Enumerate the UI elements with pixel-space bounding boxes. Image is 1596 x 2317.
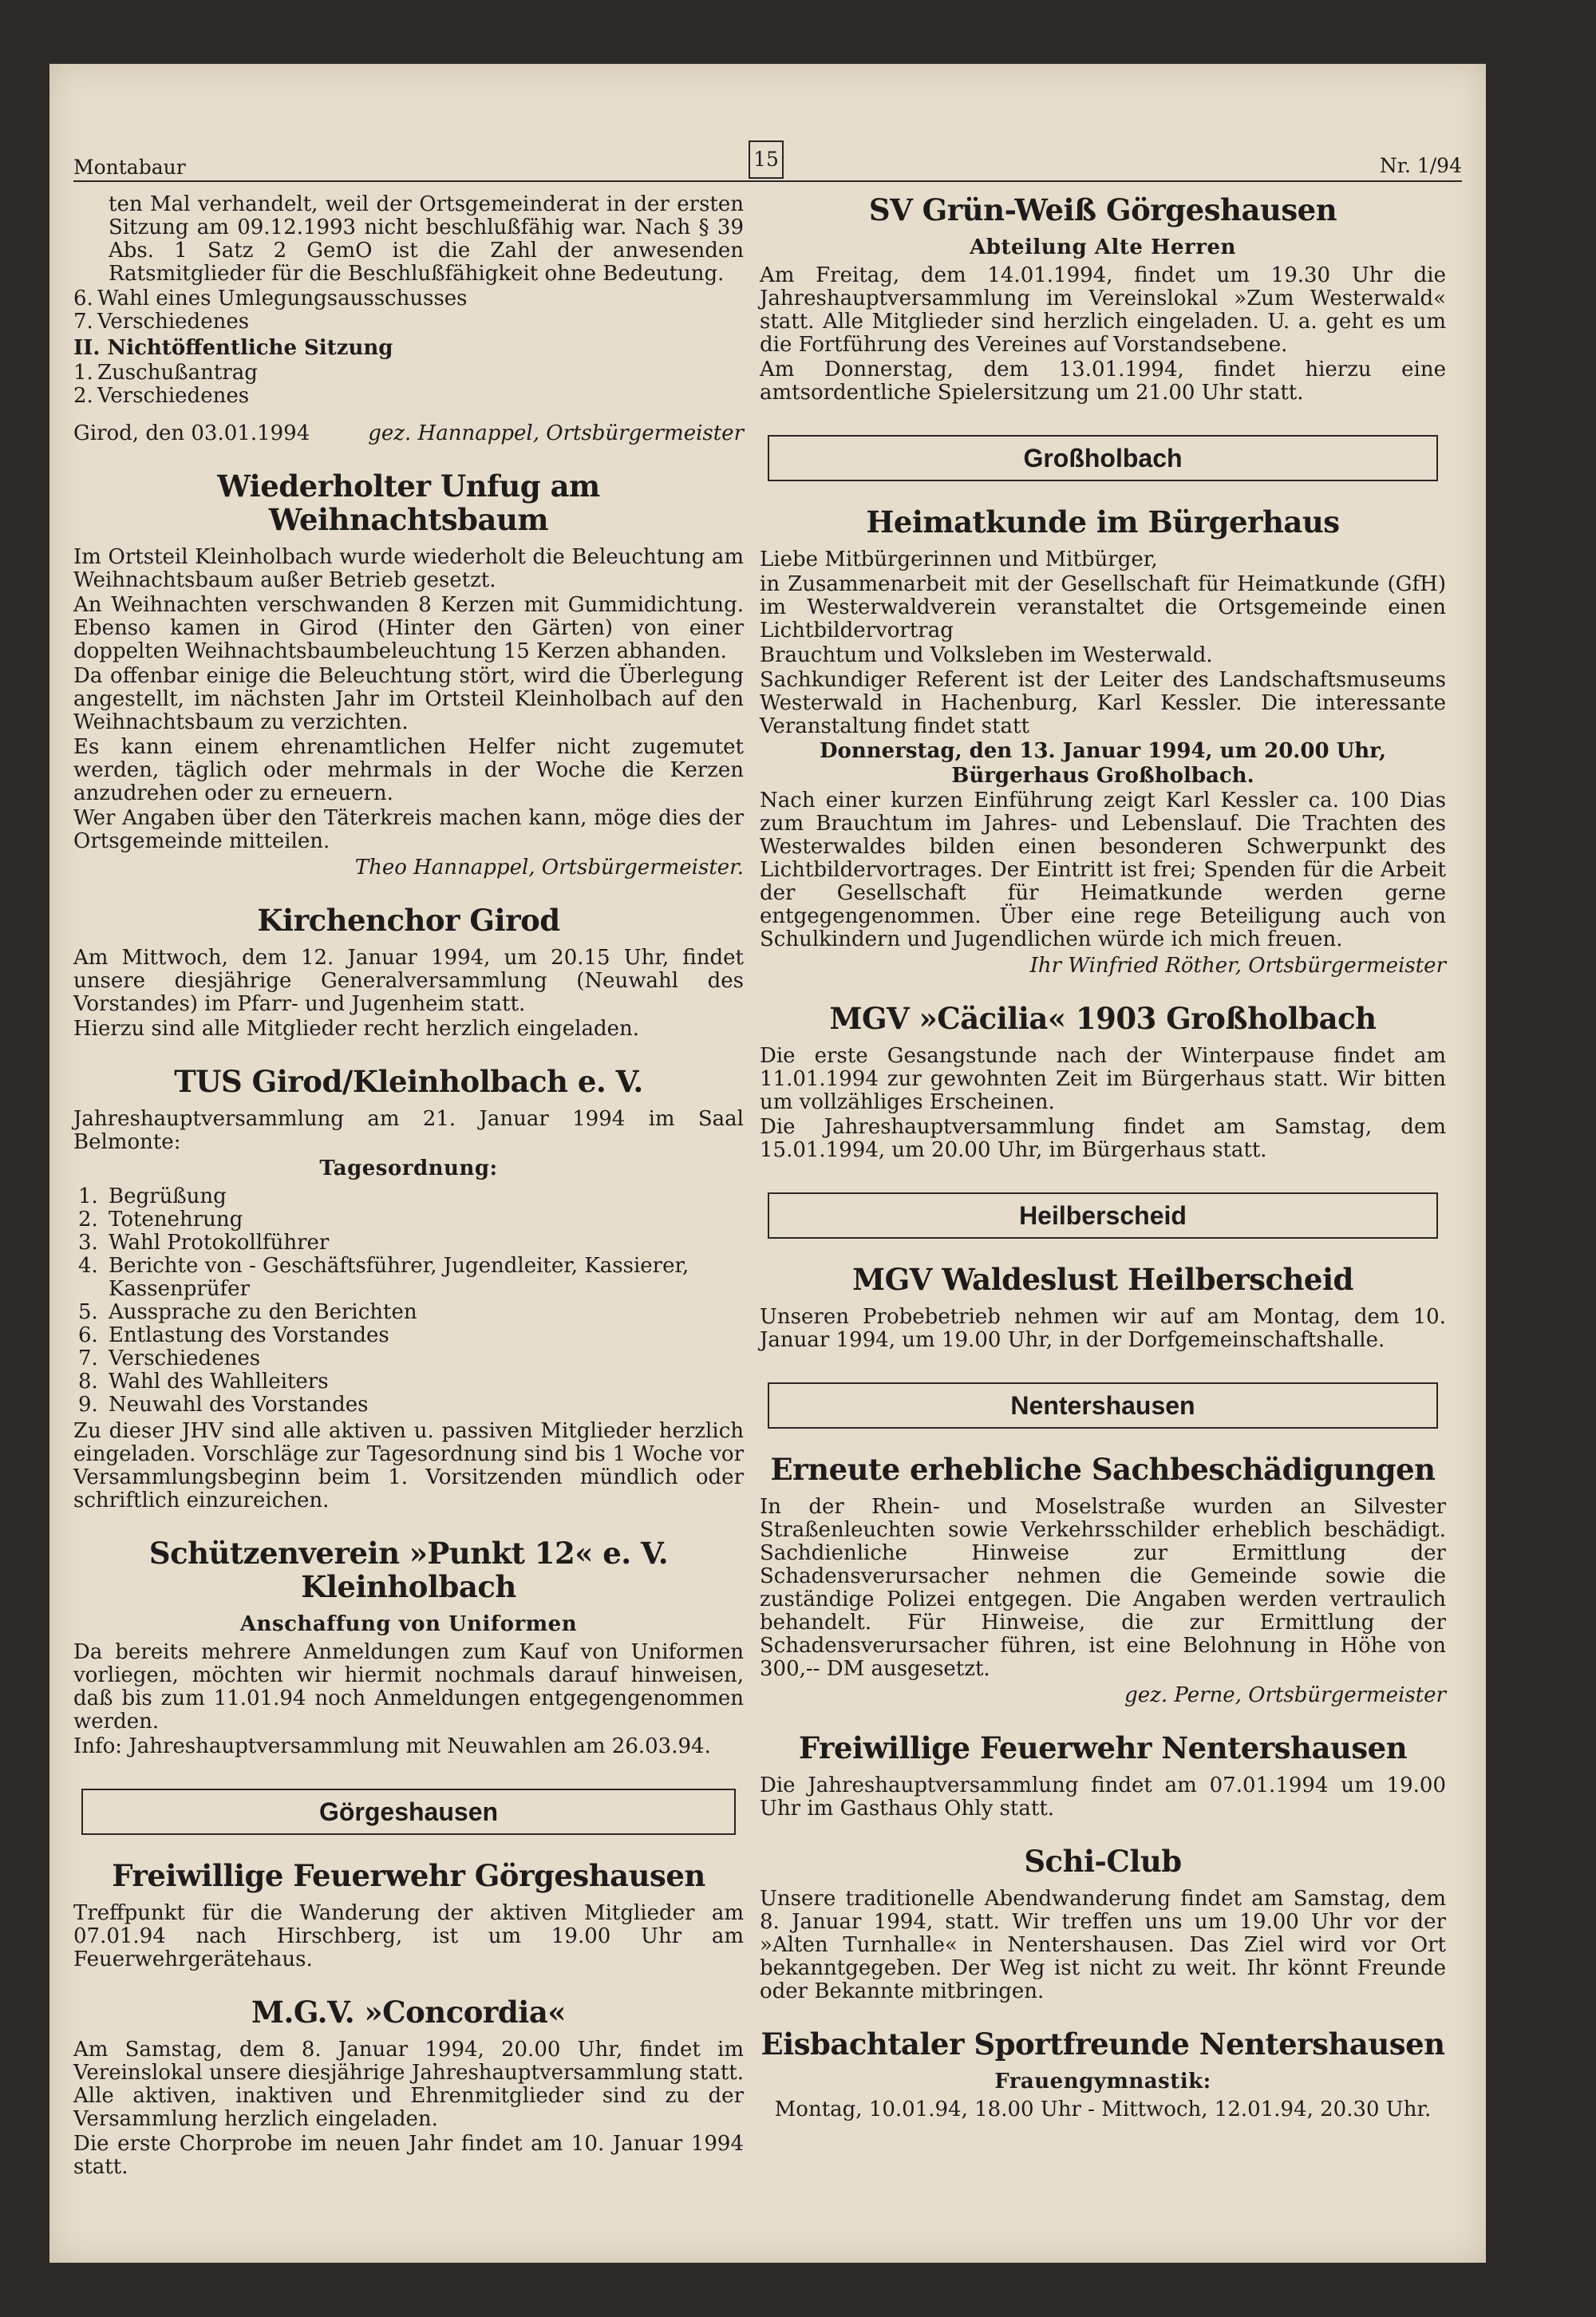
event-date: Donnerstag, den 13. Januar 1994, um 20.00 Uhr, (819, 739, 1387, 763)
list-item: 2. Totenehrung (78, 1208, 243, 1232)
paragraph: Liebe Mitbürgerinnen und Mitbürger, (760, 548, 1158, 571)
list-item: 9. Neuwahl des Vorstandes (78, 1393, 369, 1417)
article-title: Erneute erhebliche Sachbeschädigungen (770, 1452, 1436, 1487)
article-title: Freiwillige Feuerwehr Nentershausen (798, 1730, 1408, 1765)
article-title: Schützenverein »Punkt 12« e. V. Kleinholbach (148, 1536, 669, 1604)
paragraph: Die Jahreshauptversammlung findet am 07.01.1994 um 19.00 Uhr im Gasthaus Ohly statt. (760, 1773, 1446, 1821)
list-item: 7. Verschiedenes (73, 310, 250, 334)
article-title: Kirchenchor Girod (257, 903, 560, 938)
paragraph: In der Rhein- und Moselstraße wurden an Silvester Straßenleuchten sowie Verkehrsschilder erheblich beschädigt. Sachdienliche Hinweise zur Ermittlung der Schadensverursacher nehmen die Gemeinde sowie die zuständige Polizei entgegen. Die Angaben werden vertraulich behandelt. Für Hinweise, die zur Ermittlung der Schadensverursacher führen, ist eine Belohnung in Höhe von 300,-- DM ausgesetzt. (760, 1495, 1446, 1681)
section-heading-goergeshausen: Görgeshausen (81, 1789, 736, 1835)
list-item: 7. Verschiedenes (78, 1346, 261, 1370)
signature: Theo Hannappel, Ortsbürgermeister. (354, 856, 744, 880)
list-item: 1. Begrüßung (78, 1184, 227, 1208)
section-heading-nentershausen: Nentershausen (768, 1382, 1438, 1429)
list-item: 6. Wahl eines Umlegungsausschusses (73, 287, 468, 310)
paragraph: Treffpunkt für die Wanderung der aktiven Mitglieder am 07.01.94 nach Hirschberg, ist um 19.00 Uhr am Feuerwehrgerätehaus. (73, 1901, 744, 1971)
intro-paragraph: ten Mal verhandelt, weil der Ortsgemeinderat in der ersten Sitzung am 09.12.1993 nicht beschlußfähig war. Nach § 39 Abs. 1 Satz 2 GemO ist die Zahl der anwesenden Ratsmitglieder für die Beschlußfähigkeit ohne Bedeutung. (109, 192, 744, 286)
newspaper-page (49, 64, 1486, 2263)
section-heading-heilberscheid: Heilberscheid (768, 1192, 1438, 1239)
header-issue: Nr. 1/94 (1379, 154, 1462, 177)
paragraph: Jahreshauptversammlung am 21. Januar 1994 im Saal Belmonte: (73, 1107, 744, 1154)
article-title: MGV »Cäcilia« 1903 Großholbach (829, 1001, 1377, 1036)
paragraph: Am Samstag, dem 8. Januar 1994, 20.00 Uhr, findet im Vereinslokal unsere diesjährige Jahreshauptversammlung statt. Alle aktiven, inaktiven und Ehrenmitglieder sind zu der Versammlung herzlich eingeladen. (73, 2038, 744, 2131)
event-location: Bürgerhaus Großholbach. (951, 764, 1254, 788)
paragraph: Da offenbar einige die Beleuchtung stört, wird die Überlegung angestellt, im nächsten Jahr im Ortsteil Kleinholbach auf den Weihnachtsbaum zu verzichten. (73, 664, 744, 734)
paragraph: An Weihnachten verschwanden 8 Kerzen mit Gummidichtung. Ebenso kamen in Girod (Hinter den Gärten) von einer doppelten Weihnachtsbaumbeleuchtung 15 Kerzen abhanden. (73, 593, 744, 663)
paragraph: Zu dieser JHV sind alle aktiven u. passiven Mitglieder herzlich eingeladen. Vorschläge zur Tagesordnung sind bis 1 Woche vor Versammlungsbeginn beim 1. Vorsitzenden mündlich oder schriftlich einzureichen. (73, 1419, 744, 1512)
right-column (760, 193, 1446, 2123)
article-title: Schi-Club (1024, 1844, 1182, 1879)
paragraph: Die erste Gesangstunde nach der Winterpause findet am 11.01.1994 zur gewohnten Zeit im Bürgerhaus statt. Wir bitten um vollzähliges Erscheinen. (760, 1044, 1446, 1114)
signature: Ihr Winfried Röther, Ortsbürgermeister (1029, 954, 1446, 978)
paragraph: Es kann einem ehrenamtlichen Helfer nicht zugemutet werden, täglich oder mehrmals in der Woche die Kerzen anzudrehen oder zu erneuern. (73, 735, 744, 805)
list-item: 2. Verschiedenes (73, 384, 250, 408)
list-item: 8. Wahl des Wahlleiters (78, 1370, 329, 1394)
paragraph: Nach einer kurzen Einführung zeigt Karl Kessler ca. 100 Dias zum Brauchtum im Jahres- und Lebenslauf. Die Trachten des Westerwaldes bilden einen besonderen Schwerpunkt des Lichtbildervortrages. Der Eintritt ist frei; Spenden für die Arbeit der Gesellschaft für Heimatkunde werden gerne entgegengenommen. Über eine rege Beteiligung auch von Schulkindern und Jugendlichen würde ich mich freuen. (760, 789, 1446, 951)
paragraph: in Zusammenarbeit mit der Gesellschaft für Heimatkunde (GfH) im Westerwaldverein veranstaltet die Ortsgemeinde einen Lichtbildervortrag (760, 572, 1446, 643)
paragraph: Am Freitag, dem 14.01.1994, findet um 19.30 Uhr die Jahreshauptversammlung im Vereinslokal »Zum Westerwald« statt. Alle Mitglieder sind herzlich eingeladen. U. a. geht es um die Fortführung des Vereines auf Vorstandsebene. (760, 263, 1446, 357)
paragraph: Die erste Chorprobe im neuen Jahr findet am 10. Januar 1994 statt. (73, 2132, 744, 2179)
agenda-list (73, 1185, 744, 1417)
place-date-row (73, 411, 744, 445)
article-title: Eisbachtaler Sportfreunde Nentershausen (760, 2026, 1445, 2062)
list-item: 4. Berichte von - Geschäftsführer, Jugendleiter, Kassierer, Kassenprüfer (78, 1254, 689, 1301)
article-title: Heimatkunde im Bürgerhaus (866, 504, 1340, 540)
article-subtitle: Frauengymnastik: (994, 2070, 1211, 2094)
agenda-heading: Tagesordnung: (319, 1157, 498, 1180)
public-agenda-list (73, 287, 744, 334)
signature: gez. Perne, Ortsbürgermeister (1124, 1683, 1446, 1707)
running-header (73, 148, 1462, 182)
place-date: Girod, den 03.01.1994 (73, 421, 310, 445)
paragraph: Die Jahreshauptversammlung findet am Samstag, dem 15.01.1994, um 20.00 Uhr, im Bürgerhaus statt. (760, 1115, 1446, 1162)
paragraph: Am Mittwoch, dem 12. Januar 1994, um 20.15 Uhr, findet unsere diesjährige Generalversammlung (Neuwahl des Vorstandes) im Pfarr- und Jugenheim statt. (73, 946, 744, 1016)
list-item: 1. Zuschußantrag (73, 361, 258, 385)
header-town: Montabaur (73, 156, 186, 179)
article-title: M.G.V. »Concordia« (251, 1995, 566, 2030)
article-title: Freiwillige Feuerwehr Görgeshausen (112, 1858, 705, 1893)
article-subtitle: Anschaffung von Uniformen (239, 1612, 578, 1636)
article-title: Wiederholter Unfug am Weihnachtsbaum (217, 469, 600, 537)
article-title: SV Grün-Weiß Görgeshausen (868, 192, 1337, 227)
paragraph: Da bereits mehrere Anmeldungen zum Kauf von Uniformen vorliegen, möchten wir hiermit nochmals darauf hinweisen, daß bis zum 11.01.94 noch Anmeldungen entgegengenommen werden. (73, 1640, 744, 1734)
paragraph: Unseren Probebetrieb nehmen wir auf am Montag, dem 10. Januar 1994, um 19.00 Uhr, in der Dorfgemeinschaftshalle. (760, 1305, 1446, 1352)
section-heading-grossholbach: Großholbach (768, 435, 1438, 481)
schedule-line: Montag, 10.01.94, 18.00 Uhr - Mittwoch, 12.01.94, 20.30 Uhr. (774, 2098, 1432, 2121)
paragraph: Hierzu sind alle Mitglieder recht herzlich eingeladen. (73, 1017, 640, 1041)
article-subtitle: Abteilung Alte Herren (970, 235, 1236, 259)
left-column (73, 193, 744, 2181)
paragraph: Am Donnerstag, dem 13.01.1994, findet hierzu eine amtsordentliche Spielersitzung um 21.00 Uhr statt. (760, 358, 1446, 405)
list-item: 5. Aussprache zu den Berichten (78, 1300, 417, 1324)
article-title: MGV Waldeslust Heilberscheid (852, 1262, 1353, 1297)
list-item: 6. Entlastung des Vorstandes (78, 1323, 389, 1347)
paragraph: Im Ortsteil Kleinholbach wurde wiederholt die Beleuchtung am Weihnachtsbaum außer Betrieb gesetzt. (73, 545, 744, 592)
nonpublic-agenda-list (73, 362, 744, 408)
paragraph: Wer Angaben über den Täterkreis machen kann, möge dies der Ortsgemeinde mitteilen. (73, 806, 744, 853)
nonpublic-heading: II. Nichtöffentliche Sitzung (73, 336, 393, 360)
paragraph: Unsere traditionelle Abendwanderung findet am Samstag, dem 8. Januar 1994, statt. Wir treffen uns um 19.00 Uhr vor der »Alten Turnhalle« in Nentershausen. Das Ziel wird vor Ort bekanntgegeben. Der Weg ist nicht zu weit. Ihr könnt Freunde oder Bekannte mitbringen. (760, 1887, 1446, 2003)
article-title: TUS Girod/Kleinholbach e. V. (174, 1064, 643, 1099)
paragraph: Sachkundiger Referent ist der Leiter des Landschaftsmuseums Westerwald in Hachenburg, Karl Kessler. Die interessante Veranstaltung findet statt (760, 668, 1446, 738)
signature: gez. Hannappel, Ortsbürgermeister (368, 421, 744, 445)
list-item: 3. Wahl Protokollführer (78, 1231, 330, 1255)
page-number: 15 (749, 140, 784, 179)
paragraph: Brauchtum und Volksleben im Westerwald. (760, 643, 1213, 667)
paragraph: Info: Jahreshauptversammlung mit Neuwahlen am 26.03.94. (73, 1734, 711, 1758)
